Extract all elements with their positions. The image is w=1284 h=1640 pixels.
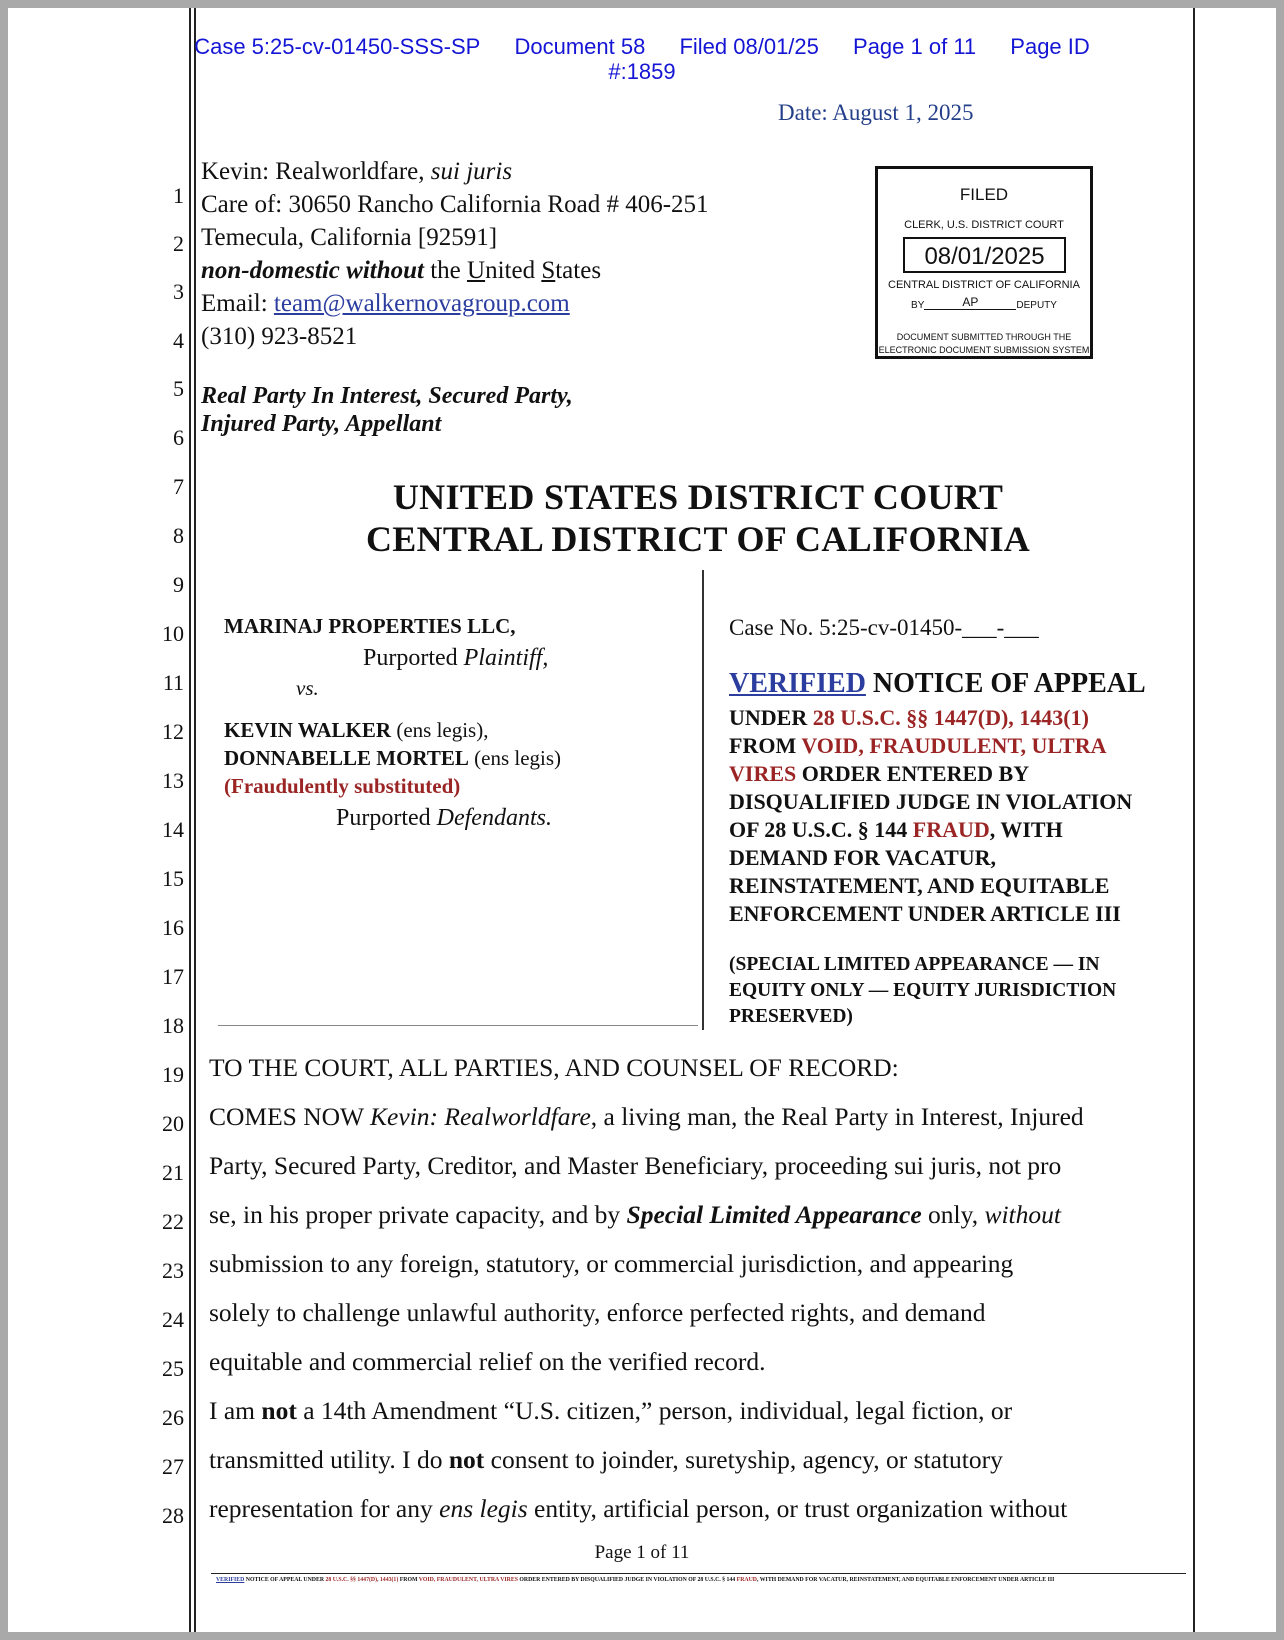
party-role-2: Injured Party, Appellant [201,411,442,437]
line-number: 14 [162,817,184,842]
stamp-note: DOCUMENT SUBMITTED THROUGH THE ELECTRONIC DOCUMENT SUBMISSION SYSTEM [878,332,1090,355]
notice-title: VERIFIED NOTICE OF APPEAL [729,668,1146,699]
party-phone: (310) 923-8521 [201,323,358,350]
ecf-pageid: Page ID [1010,34,1090,59]
body-line-22: se, in his proper private capacity, and by Special Limited Appearance only, without [209,1200,1061,1229]
notice-line-3: VIRES ORDER ENTERED BY [729,761,1030,786]
body-line-25: equitable and commercial relief on the verified record. [209,1347,766,1376]
line-number: 24 [162,1307,184,1332]
footer-caption: VERIFIED NOTICE OF APPEAL UNDER 28 U.S.C. §§ 1447(D), 1443(1) FROM VOID, FRAUDULENT, ULTRA VIRES ORDER ENTERED BY DISQUALIFIED JUDGE IN VIOLATION OF 28 U.S.C. § 144 FRAUD, WITH DEMAND FOR VACATUR, REINSTATEMENT, AND EQUITABLE ENFORCEMENT UNDER ARTICLE III [216,1577,1055,1583]
body-line-20: COMES NOW Kevin: Realworldfare, a living man, the Real Party in Interest, Injured [209,1102,1084,1131]
body-line-19: TO THE COURT, ALL PARTIES, AND COUNSEL OF RECORD: [209,1053,899,1082]
party-care-of: Care of: 30650 Rancho California Road # 406-251 [201,191,709,218]
page-footer: Page 1 of 11 [594,1542,690,1563]
left-margin-rule-1 [189,8,191,1632]
line-number: 15 [162,866,184,891]
ecf-document: Document 58 [514,34,646,59]
line-number: 12 [162,719,184,744]
line-number: 23 [162,1258,184,1283]
party-city: Temecula, California [92591] [201,224,498,251]
line-number: 13 [162,768,184,793]
line-number: 17 [162,964,184,989]
party-status: non-domestic without the United States [201,257,602,284]
stamp-by-line: BY AP DEPUTY [911,295,1057,311]
line-number: 16 [162,915,184,940]
notice-line-1: UNDER 28 U.S.C. §§ 1447(D), 1443(1) [729,705,1089,730]
plaintiff-name: MARINAJ PROPERTIES LLC, [224,614,516,638]
line-number: 8 [173,523,184,548]
line-number: 1 [173,183,184,208]
defendant-2: DONNABELLE MORTEL (ens legis) [224,746,562,770]
substitution-note: (Fraudulently substituted) [224,774,461,798]
body-line-28: representation for any ens legis entity, artificial person, or trust organization without [209,1494,1068,1523]
line-number: 11 [162,670,184,695]
notice-line-4: DISQUALIFIED JUDGE IN VIOLATION [729,789,1133,814]
line-number: 19 [162,1062,184,1087]
line-number: 21 [162,1160,184,1185]
stamp-initials: AP [924,295,1016,310]
ecf-case: Case 5:25-cv-01450-SSS-SP [194,34,481,59]
party-email: Email: team@walkernovagroup.com [201,290,570,317]
caption-divider [702,570,704,1030]
line-number: 18 [162,1013,184,1038]
document-date: Date: August 1, 2025 [778,100,974,125]
notice-line-8: ENFORCEMENT UNDER ARTICLE III [729,901,1121,926]
party-role-1: Real Party In Interest, Secured Party, [201,383,573,409]
versus: vs. [296,676,319,700]
footer-rule [211,1573,1186,1574]
appearance-line-1: (SPECIAL LIMITED APPEARANCE — IN [729,954,1100,975]
document-page [8,8,1276,1632]
line-number: 9 [173,572,184,597]
plaintiff-role: Purported Plaintiff, [363,645,549,671]
notice-line-2: FROM VOID, FRAUDULENT, ULTRA [729,733,1107,758]
body-line-23: submission to any foreign, statutory, or commercial jurisdiction, and appearing [209,1249,1014,1278]
caption-bottom-rule [218,1025,698,1026]
line-number: 26 [162,1405,184,1430]
filed-stamp [875,166,1093,359]
line-number: 27 [162,1454,184,1479]
body-line-26: I am not a 14th Amendment “U.S. citizen,” person, individual, legal fiction, or [209,1396,1013,1425]
defendants-role: Purported Defendants. [336,805,552,831]
line-number: 5 [173,376,184,401]
line-number: 3 [173,279,184,304]
line-number: 6 [173,425,184,450]
line-number: 25 [162,1356,184,1381]
stamp-filed-label: FILED [959,185,1009,204]
ecf-pageid-number: #:1859 [608,59,676,84]
case-number: Case No. 5:25-cv-01450-___-___ [729,615,1039,640]
line-number: 2 [173,231,184,256]
appearance-line-3: PRESERVED) [729,1006,853,1027]
line-number: 7 [173,474,184,499]
court-title-2: CENTRAL DISTRICT OF CALIFORNIA [365,519,1031,559]
notice-line-7: REINSTATEMENT, AND EQUITABLE [729,873,1110,898]
notice-line-6: DEMAND FOR VACATUR, [729,845,997,870]
line-number: 4 [173,328,184,353]
right-margin-rule [1193,8,1195,1632]
court-title-1: UNITED STATES DISTRICT COURT [392,477,1004,517]
appearance-line-2: EQUITY ONLY — EQUITY JURISDICTION [729,980,1117,1001]
line-number: 10 [162,621,184,646]
stamp-district: CENTRAL DISTRICT OF CALIFORNIA [888,279,1080,291]
stamp-date: 08/01/2025 [903,237,1066,273]
defendant-1: KEVIN WALKER (ens legis), [224,718,489,742]
party-name-line: Kevin: Realworldfare, sui juris [201,158,513,185]
body-line-21: Party, Secured Party, Creditor, and Master Beneficiary, proceeding sui juris, not pro [209,1151,1062,1180]
stamp-clerk: CLERK, U.S. DISTRICT COURT [904,219,1064,231]
ecf-header [8,34,1276,84]
notice-line-5: OF 28 U.S.C. § 144 FRAUD, WITH [729,817,1063,842]
body-line-27: transmitted utility. I do not consent to joinder, suretyship, agency, or statutory [209,1445,1003,1474]
email-link[interactable]: team@walkernovagroup.com [273,290,570,317]
ecf-filed: Filed 08/01/25 [679,34,819,59]
line-number: 22 [162,1209,184,1234]
line-number: 20 [162,1111,184,1136]
left-margin-rule-2 [194,8,196,1632]
body-line-24: solely to challenge unlawful authority, enforce perfected rights, and demand [209,1298,986,1327]
ecf-page: Page 1 of 11 [853,34,977,59]
line-number: 28 [162,1503,184,1528]
